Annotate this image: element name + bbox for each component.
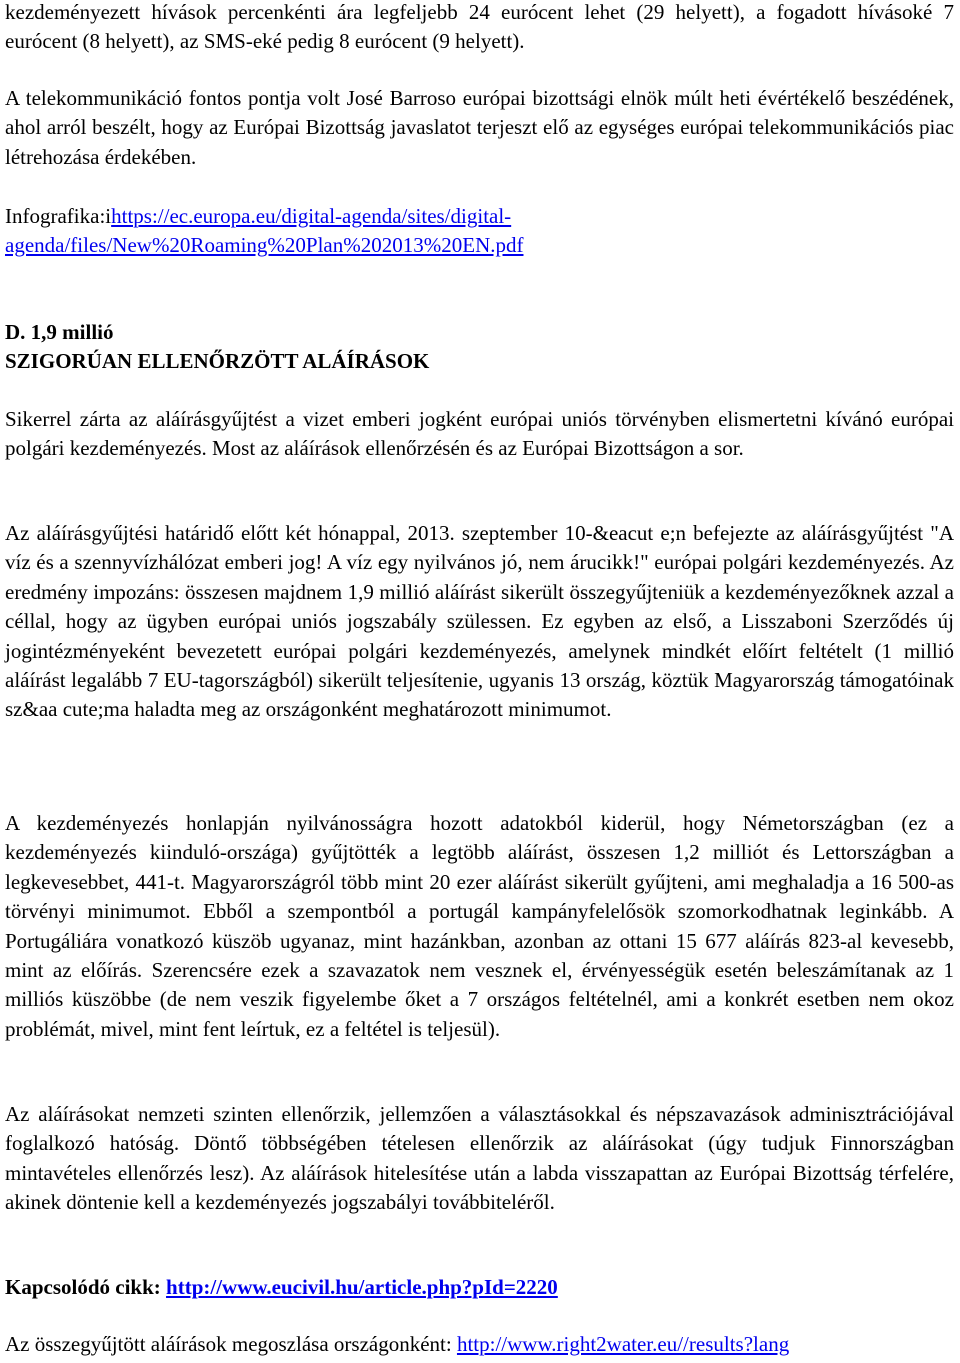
results-label: Az összegyűjtött aláírások megoszlása országonként: (5, 1332, 457, 1356)
paragraph-roaming-prices: kezdeményezett hívások percenkénti ára legfeljebb 24 eurócent lehet (29 helyett), a fogadott hívásoké 7 eurócent (8 helyett), az SMS-eké pedig 8 eurócent (9 helyett). (5, 0, 954, 54)
related-article-label: Kapcsolódó cikk: (5, 1275, 167, 1299)
paragraph-verification: Az aláírásokat nemzeti szinten ellenőrzik, jellemzően a választásokkal és népszavazások adminisztrációjával foglalkozó hatóság. Döntő többségében tételesen ellenőrzik az aláírásokat (úgy tudjuk Finnországban mintavételes ellenőrzés lesz). Az aláírások hitelesítése után a labda visszapattan az Európai Bizottság térfelére, akinek döntenie kell a kezdeményezés jogszabályi továbbiteléről. (5, 1102, 954, 1215)
section-heading-number: D. 1,9 millió (5, 320, 114, 344)
section-heading-title: SZIGORÚAN ELLENŐRZÖTT ALÁÍRÁSOK (5, 349, 430, 374)
results-line (5, 1330, 960, 1359)
infographic-label: Infografika:i (5, 204, 112, 228)
paragraph-signature-collection: Sikerrel zárta az aláírásgyűjtést a vizet emberi jogként európai uniós törvényben elismertetni kívánó európai polgári kezdeményezés. Most az aláírások ellenőrzésén és az Európai Bizottságon a sor. (5, 407, 954, 461)
related-article (5, 1273, 954, 1302)
results-link[interactable]: http://www.right2water.eu//results?lang (456, 1332, 790, 1356)
paragraph-deadline-result: Az aláírásgyűjtési határidő előtt két hónappal, 2013. szeptember 10-&eacut e;n befejezte az aláírásgyűjtést "A víz és a szennyvízhálózat emberi jog! A víz egy nyilvános jó, nem árucikk!" európai polgári kezdeményezés. Az eredmény impozáns: összesen majdnem 1,9 millió aláírást sikerült összegyűjteniük a kezdeményezőknek azzal a céllal, hogy az ügyben európai uniós jogszabály szülessen. Ez egyben az első, a Lisszaboni Szerződés új jogintézményeként bevezetett európai polgári kezdeményezés, amelynek mindkét előírt feltételt (1 millió aláírást legalább 7 EU-tagországból) sikerült teljesítenie, ugyanis 13 ország, köztük Magyarország támogatóinak sz&aa cute;ma haladta meg az országonként meghatározott minimumot. (5, 521, 954, 722)
paragraph-infographic (5, 202, 954, 261)
paragraph-barroso-speech: A telekommunikáció fontos pontja volt José Barroso európai bizottsági elnök múlt heti évértékelő beszédének, ahol arról beszélt, hogy az Európai Bizottság javaslatot terjeszt elő az egységes európai telekommunikációs piac létrehozása érdekében. (5, 86, 954, 169)
infographic-link[interactable]: https://ec.europa.eu/digital-agenda/sites/digital-agenda/files/New%20Roaming%20Plan%202013%20EN.pdf (5, 204, 524, 258)
section-heading (5, 318, 954, 377)
related-article-link[interactable]: http://www.eucivil.hu/article.php?pId=2220 (166, 1275, 558, 1299)
paragraph-country-data: A kezdeményezés honlapján nyilvánosságra hozott adatokból kiderül, hogy Németországban (ez a kezdeményezés kiinduló-országa) gyűjtötték a legtöbb aláírást, összesen 1,2 milliót és Lettországban a legkevesebbet, 441-t. Magyarországról több mint 20 ezer aláírást sikerült gyűjteni, ami meghaladja a 16 500-as törvényi minimumot. Ebből a szempontból a portugál kampányfelelősök szomorkodhatnak leginkább. A Portugáliára vonatkozó küszöb ugyanaz, mint hazánkban, azonban az ottani 15 677 aláírás 823-al kevesebb, mint az előírás. Szerencsére ezek a szavazatok nem vesznek el, érvényességük esetén beleszámítanak az 1 milliós küszöbbe (de nem veszik figyelembe őket a 7 országos feltételnél, ami a konkrét esetben nem okoz problémát, mivel, mint fent leírtuk, ez a feltétel is teljesül). (5, 811, 954, 1041)
